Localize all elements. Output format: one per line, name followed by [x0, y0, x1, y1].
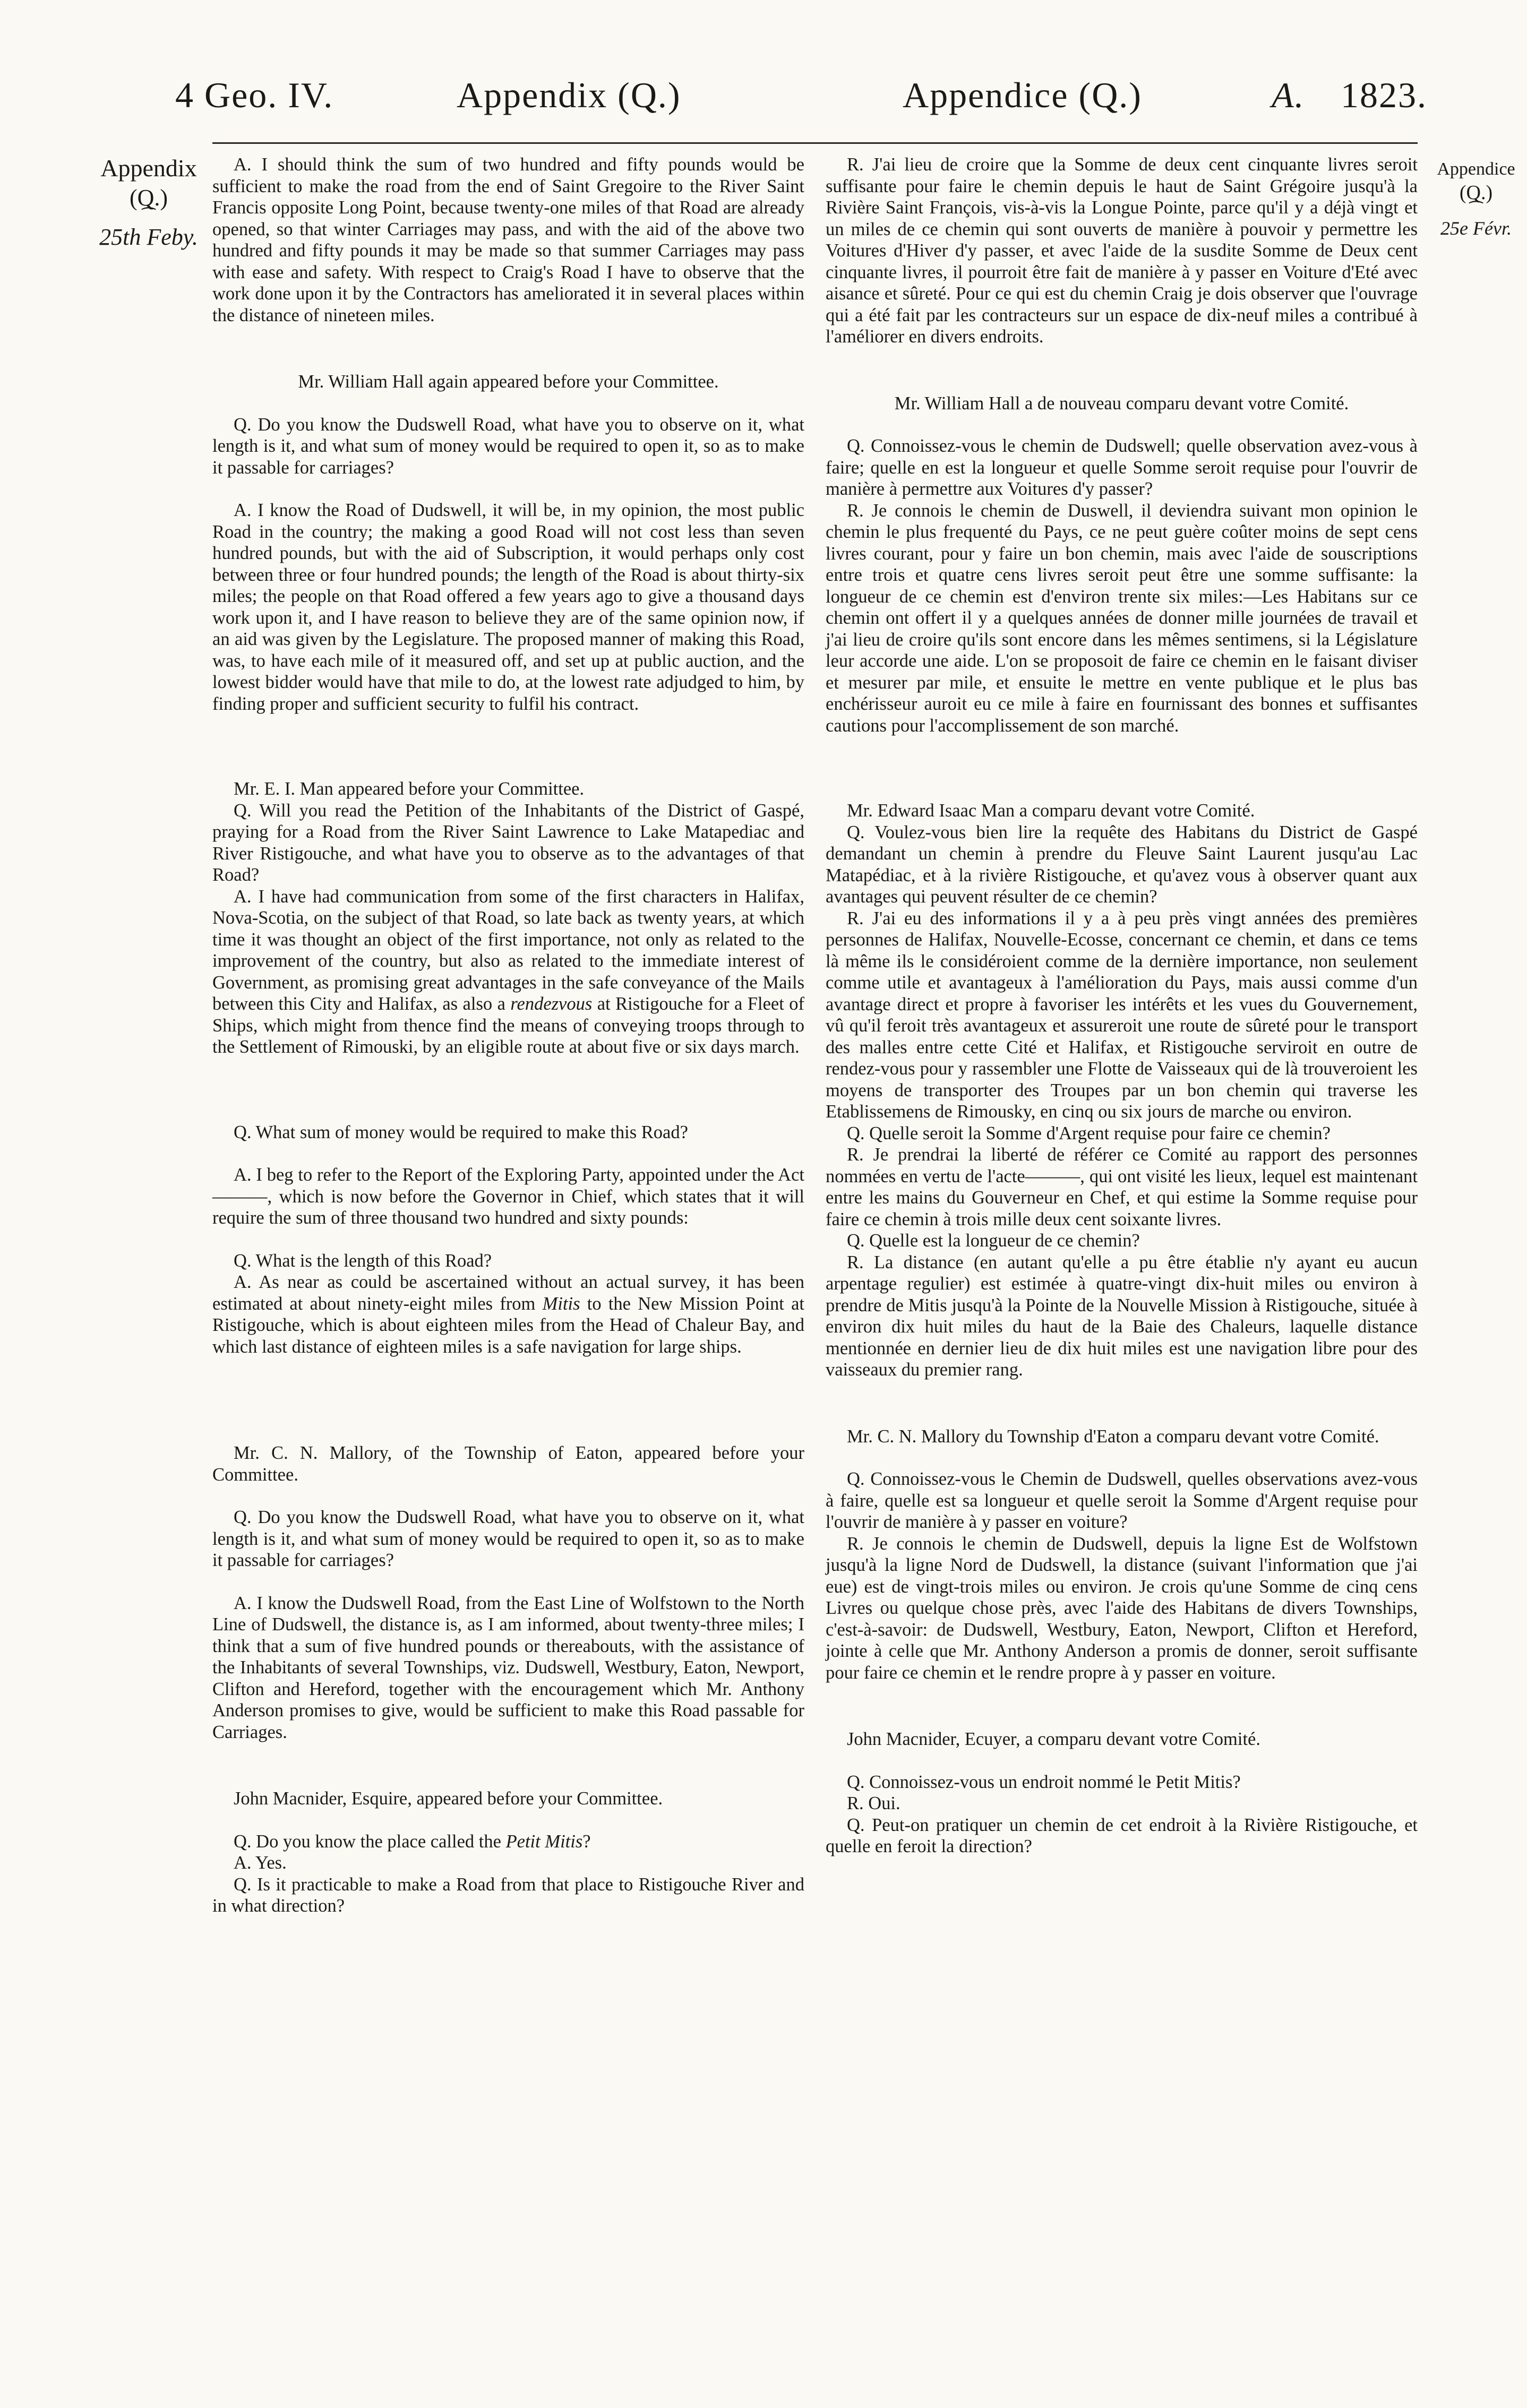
fr-question-ristigouche: Q. Peut-on pratiquer un chemin de cet endroit à la Rivière Ristigouche, et quelle en feroit la direction?	[826, 1814, 1418, 1856]
fr-question-petit-mitis: Q. Connoissez-vous un endroit nommé le Petit Mitis?	[847, 1771, 1241, 1792]
margin-appendix-label: Appendix	[100, 154, 197, 182]
en-witness-macnider: John Macnider, Esquire, appeared before your Committee.	[234, 1788, 663, 1809]
en-answer-length	[212, 1271, 804, 1357]
en-question-dudswell-2: Q. Do you know the Dudswell Road, what have you to observe on it, what length is it, and what sum of money would be required to open it, so as to make it passable for carriages?	[212, 1507, 804, 1570]
en-question-length: Q. What is the length of this Road?	[234, 1250, 492, 1271]
en-rendezvous: rendezvous	[510, 994, 593, 1014]
en-answer-halifax-part2: at Ristigouche for a Fleet of Ships, which might from thence find the means of conveying troops through to the Settlement of Rimouski, by an eligible route at about five or six days march.	[212, 994, 804, 1057]
fr-question-length: Q. Quelle est la longueur de ce chemin?	[847, 1231, 1140, 1251]
en-witness-mallory: Mr. C. N. Mallory, of the Township of Eaton, appeared before your Committee.	[212, 1443, 804, 1485]
en-answer-length-part2: to the New Mission Point at Ristigouche, which is about eighteen miles from the Head of Chaleur Bay, and which last distance of eighteen miles is a safe navigation for large ships.	[212, 1293, 804, 1357]
header-rule	[212, 142, 1418, 144]
journal-letter: A.	[1272, 75, 1305, 115]
en-answer-report: A. I beg to refer to the Report of the Exploring Party, appointed under the Act———, which is now before the Governor in Chief, which states that it will require the sum of three thousand two hundred and sixty pounds:	[212, 1165, 804, 1228]
en-question-ristigouche: Q. Is it practicable to make a Road from that place to Ristigouche River and in what direction?	[212, 1874, 804, 1916]
en-question-petit-mitis-part2: ?	[582, 1831, 591, 1852]
margin-swash: ⁀	[142, 208, 156, 226]
header-appendix-en: Appendix (Q.)	[457, 75, 681, 115]
fr-answer-dudswell-2: R. Je connois le chemin de Dudswell, depuis la ligne Est de Wolfstown jusqu'à la ligne Nord de Dudswell, la distance (suivant l'information que j'ai eue) est de vingt-trois miles ou environ. Je crois qu'une Somme de cinq cens Livres ou quelque chose près, avec l'aide des Habitans de divers Townships, c'est-à-savoir: de Dudswell, Westbury, Eaton, Newport, Clifton et Hereford, jointe à celle que Mr. Anthony Anderson a promis de donner, seroit suffisante pour faire ce chemin et le rendre propre à y passer en voiture.	[826, 1533, 1418, 1683]
fr-answer-halifax: R. J'ai eu des informations il y a à peu près vingt années des premières personnes de Halifax, Nouvelle-Ecosse, concernant ce chemin, et dans ce tems là même ils le considéroient comme de la dernière importance, non seulement comme utile et avantageux à l'amélioration du Pays, mais aussi comme d'un avantage direct et propre à favoriser les intérêts et les vues du Gouvernement, vû qu'il feroit très avantageux et assureroit une route de sûreté pour le transport des malles entre cette Cité et Halifax, et Ristigouche serviroit en outre de rendez-vous pour y rassembler une Flotte de Vaisseaux qui de là trouveroient les moyens de transporter des Troupes par un bon chemin qui traverse les Etablissemens de Rimousky, en cinq ou six jours de marche ou environ.	[826, 908, 1418, 1122]
en-question-petition: Q. Will you read the Petition of the Inhabitants of the District of Gaspé, praying for a Road from the River Saint Lawrence to Lake Matapediac and River Ristigouche, and what have you to observe as to the advantages of that Road?	[212, 800, 804, 885]
fr-question-petition: Q. Voulez-vous bien lire la requête des Habitans du District de Gaspé demandant un chemin à prendre du Fleuve Saint Laurent jusqu'au Lac Matapédiac, et à la rivière Ristigouche, et qu'avez vous à observer quant aux avantages qui peuvent résulter de ce chemin?	[826, 822, 1418, 907]
french-column	[826, 154, 1418, 1857]
en-answer-length-part1: A. As near as could be ascertained without an actual survey, it has been estimated at about ninety-eight miles from	[212, 1272, 804, 1314]
margin-appendix-letter: (Q.)	[129, 184, 168, 211]
margin-swash-right: ⁀	[1469, 202, 1483, 220]
fr-question-dudswell-2: Q. Connoissez-vous le Chemin de Dudswell, quelles observations avez-vous à faire, quelle est sa longueur et quelle seroit la Somme d'Argent requise pour l'ouvrir de manière à y passer en voiture?	[826, 1469, 1418, 1532]
en-petit-mitis: Petit Mitis	[505, 1831, 583, 1852]
en-answer-dudswell-2: A. I know the Dudswell Road, from the East Line of Wolfstown to the North Line of Dudswell, the distance is, as I am informed, about twenty-three miles; I think that a sum of five hundred pounds or thereabouts, with the assistance of the Inhabitants of several Townships, viz. Dudswell, Westbury, Eaton, Newport, Clifton and Hereford, together with the encouragement which Mr. Anthony Anderson promises to give, would be sufficient to make this Road passable for Carriages.	[212, 1593, 804, 1742]
margin-date: 25th Feby.	[99, 223, 198, 250]
fr-witness-macnider: John Macnider, Ecuyer, a comparu devant votre Comité.	[847, 1729, 1260, 1749]
margin-appendice-letter: (Q.)	[1459, 182, 1493, 204]
en-question-petit-mitis	[212, 1831, 804, 1853]
fr-witness-hall: Mr. William Hall a de nouveau comparu devant votre Comité.	[894, 393, 1349, 414]
fr-witness-man: Mr. Edward Isaac Man a comparu devant votre Comité.	[847, 801, 1255, 821]
header-year: 1823.	[1341, 75, 1427, 115]
en-question-petit-mitis-part1: Q. Do you know the place called the	[234, 1831, 506, 1852]
margin-date-right: 25e Févr.	[1440, 218, 1512, 239]
fr-answer-oui: R. Oui.	[847, 1793, 900, 1813]
margin-note-right	[1428, 159, 1524, 239]
en-witness-hall: Mr. William Hall again appeared before your Committee.	[298, 372, 719, 392]
en-answer-dudswell: A. I know the Road of Dudswell, it will be, in my opinion, the most public Road in the country; the making a good Road will not cost less than seven hundred pounds, but with the aid of Subscription, it would perhaps only cost between three or four hundred pounds; the length of the Road is about thirty-six miles; the people on that Road offered a few years ago to give a thousand days work upon it, and I have reason to believe they are of the same opinion now, if an aid was given by the Legislature. The proposed manner of making this Road, was, to have each mile of it measured off, and set up at public auction, and the lowest bidder would have that mile to do, at the lowest rate adjudged to him, by finding proper and sufficient security to fulfil his contract.	[212, 500, 804, 714]
header-session: 4 Geo. IV.	[175, 75, 334, 115]
fr-question-sum: Q. Quelle seroit la Somme d'Argent requise pour faire ce chemin?	[847, 1123, 1331, 1143]
en-answer-halifax	[212, 886, 804, 1058]
header-appendix-fr: Appendice (Q.)	[903, 75, 1142, 115]
fr-answer-craig-road: R. J'ai lieu de croire que la Somme de deux cent cinquante livres seroit suffisante pour faire le chemin depuis le haut de Saint Grégoire jusqu'à la Rivière Saint François, vis-à-vis la Longue Pointe, parce qu'il y a déjà vingt et un miles de ce chemin qui sont ouverts de manière à pouvoir y permettre les Voitures d'Hiver d'y passer, et avec l'aide de la susdite Somme de Deux cent cinquante livres, il pourroit être fait de manière à y passer en Voiture d'Eté avec aisance et sûreté. Pour ce qui est du chemin Craig je dois observer que l'ouvrage qui a été fait par les contracteurs sur un espace de dix-neuf miles a contribué à l'améliorer en divers endroits.	[826, 154, 1418, 347]
fr-answer-length: R. La distance (en autant qu'elle a pu être établie n'y ayant eu aucun arpentage regulier) est estimée à quatre-vingt dix-huit miles ou environ à prendre de Mitis jusqu'à la Pointe de la Nouvelle Mission à Ristigouche, située à environ dix huit miles du haut de la Baie des Chaleurs, laquelle distance mentionnée en dernier lieu de dix huit miles est une navigation libre pour des vaisseaux du premier rang.	[826, 1252, 1418, 1380]
en-witness-man: Mr. E. I. Man appeared before your Committee.	[234, 779, 585, 799]
en-question-sum: Q. What sum of money would be required to make this Road?	[234, 1122, 688, 1142]
english-column	[212, 154, 804, 1917]
fr-answer-dudswell: R. Je connois le chemin de Duswell, il deviendra suivant mon opinion le chemin le plus frequenté du Pays, ce ne peut guère coûter moins de sept cens livres courant, pour y faire un bon chemin, mais avec l'aide de souscriptions entre trois et quatre cens livres seroit peut être une somme suffisante: la longueur de ce chemin est d'environ trente six miles:—Les Habitans sur ce chemin ont offert il y a quelques années de donner mille journées de travail et j'ai lieu de croire qu'ils sont encore dans les mêmes sentimens, si la Législature leur accorde une aide. L'on se proposoit de faire ce chemin en le faisant diviser et mesurer par mile, et ensuite le mettre en vente publique et le plus bas enchérisseur auroit eu ce mile à faire en fournissant des bonnes et suffisantes cautions pour l'accomplissement de son marché.	[826, 500, 1418, 736]
fr-answer-report: R. Je prendrai la liberté de référer ce Comité au rapport des personnes nommées en vertu de l'acte———, qui ont visité les lieux, lequel est maintenant entre les mains du Gouverneur en Chef, et qui estime la Somme requise pour faire ce chemin à trois mille deux cent soixante livres.	[826, 1145, 1418, 1229]
margin-appendice-label: Appendice	[1437, 159, 1515, 179]
header-journal-letter	[1272, 74, 1305, 116]
fr-witness-mallory: Mr. C. N. Mallory du Township d'Eaton a comparu devant votre Comité.	[847, 1426, 1379, 1447]
fr-question-dudswell: Q. Connoissez-vous le chemin de Dudswell; quelle observation avez-vous à faire; quelle en est la longueur et quelle Somme seroit requise pour l'ouvrir de manière à permettre aux Voitures d'y passer?	[826, 436, 1418, 499]
en-answer-craig-road: A. I should think the sum of two hundred and fifty pounds would be sufficient to make the road from the end of Saint Gregoire to the River Saint Francis opposite Long Point, because twenty-one miles of that Road are already opened, so that winter Carriages may pass, and with the aid of the above two hundred and fifty pounds it may be made so that summer Carriages may pass with ease and safety. With respect to Craig's Road I have to observe that the work done upon it by the Contractors has ameliorated it in several places within the distance of nineteen miles.	[212, 154, 804, 325]
en-mitis: Mitis	[542, 1293, 580, 1314]
en-answer-halifax-part1: A. I have had communication from some of the first characters in Halifax, Nova-Scotia, on the subject of that Road, so late back as twenty years, at which time it was thought an object of the first importance, not only as related to the improvement of the country, but also as related to the immediate interest of Government, as promising great advantages in the safe conveyance of the Mails between this City and Halifax, as also a	[212, 886, 804, 1014]
margin-note-left	[90, 155, 207, 250]
en-answer-yes: A. Yes.	[234, 1853, 287, 1873]
en-question-dudswell: Q. Do you know the Dudswell Road, what have you to observe on it, what length is it, and what sum of money would be required to open it, so as to make it passable for carriages?	[212, 414, 804, 478]
